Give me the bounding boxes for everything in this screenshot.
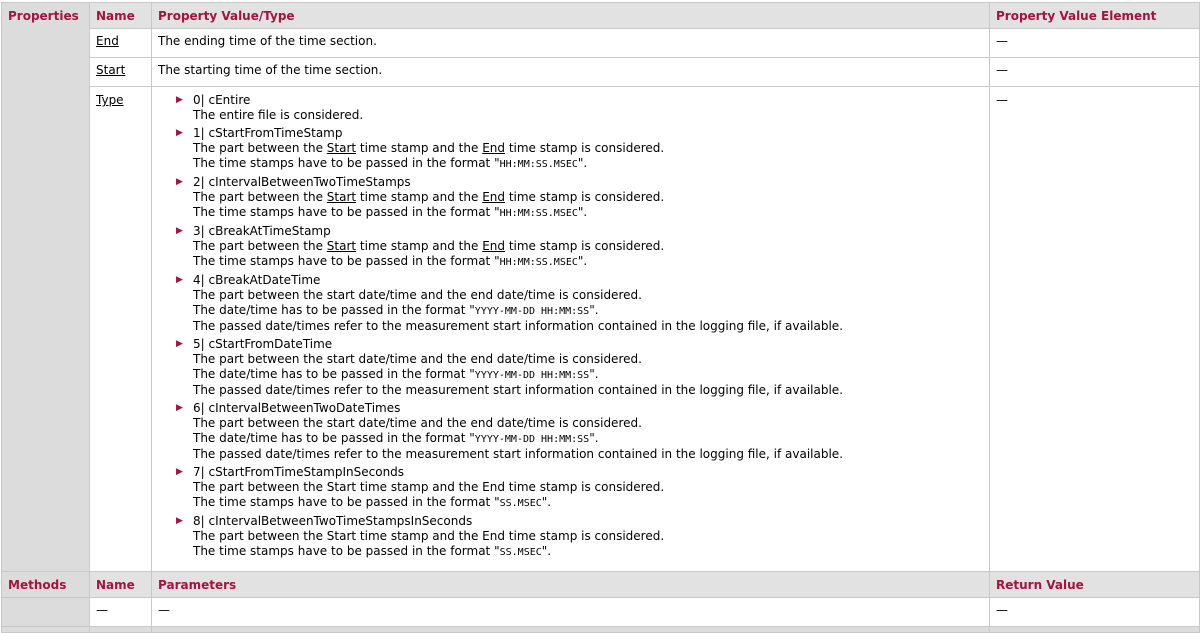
description-text: time stamp and the [356, 239, 483, 253]
description-text: The passed date/times refer to the measurement start information contained in the logging file, if available. [193, 319, 844, 333]
property-row-start [2, 58, 1200, 87]
property-link-start[interactable]: Start [96, 63, 126, 77]
type-options-cell [152, 87, 990, 572]
type-option-title: 2| cIntervalBetweenTwoTimeStamps [193, 175, 411, 189]
type-option-description [193, 205, 983, 221]
type-option-description [193, 303, 983, 319]
header-property-value-type: Property Value/Type [152, 3, 990, 29]
property-link-type[interactable]: Type [96, 93, 124, 107]
type-option-title: 0| cEntire [193, 93, 251, 107]
property-row-end [2, 29, 1200, 58]
property-element: — [990, 29, 1200, 58]
start-link[interactable]: Start [326, 190, 357, 204]
property-row-type [2, 87, 1200, 572]
format-code: HH:MM:SS.MSEC [499, 208, 578, 219]
type-option-description [193, 319, 983, 334]
type-option-title: 3| cBreakAtTimeStamp [193, 224, 331, 238]
property-link-end[interactable]: End [96, 34, 119, 48]
type-option-item [176, 126, 983, 172]
description-text: The date/time has to be passed in the format " [193, 303, 475, 317]
end-link[interactable]: End [482, 239, 505, 253]
type-option-description [193, 495, 983, 511]
type-option-description [193, 447, 983, 462]
description-text: The part between the Start time stamp and the End time stamp is considered. [193, 480, 665, 494]
description-text: ". [577, 156, 588, 170]
property-method-table [1, 2, 1200, 633]
description-text: The part between the [193, 141, 327, 155]
type-option-title: 4| cBreakAtDateTime [193, 273, 321, 287]
type-option-item [176, 273, 983, 334]
triangle-right-icon: ▶ [176, 128, 183, 138]
type-option-title: 5| cStartFromDateTime [193, 337, 333, 351]
properties-header-row [2, 3, 1200, 29]
type-option-item [176, 93, 983, 123]
property-element: — [990, 58, 1200, 87]
description-text: ". [541, 495, 552, 509]
triangle-right-icon: ▶ [176, 95, 183, 105]
triangle-right-icon: ▶ [176, 226, 183, 236]
format-code: YYYY-MM-DD HH:MM:SS [474, 306, 590, 317]
type-option-description [193, 544, 983, 560]
type-option-description [193, 108, 983, 123]
format-code: SS.MSEC [499, 547, 542, 558]
type-option-item [176, 337, 983, 398]
description-text: The date/time has to be passed in the format " [193, 367, 475, 381]
methods-header-return-value: Return Value [990, 572, 1200, 598]
description-text: ". [577, 205, 588, 219]
description-text: ". [577, 254, 588, 268]
type-option-description [193, 431, 983, 447]
description-text: The passed date/times refer to the measurement start information contained in the logging file, if available. [193, 383, 844, 397]
type-option-title: 1| cStartFromTimeStamp [193, 126, 343, 140]
type-options-list [158, 93, 983, 560]
description-text: ". [589, 367, 599, 381]
description-text: time stamp is considered. [505, 239, 665, 253]
format-code: YYYY-MM-DD HH:MM:SS [474, 370, 590, 381]
format-code: YYYY-MM-DD HH:MM:SS [474, 434, 590, 445]
method-return-value: — [990, 598, 1200, 627]
methods-header-parameters: Parameters [152, 572, 990, 598]
type-option-title: 7| cStartFromTimeStampInSeconds [193, 465, 405, 479]
property-value: The ending time of the time section. [152, 29, 990, 58]
properties-section-label [2, 3, 90, 572]
description-text: The time stamps have to be passed in the format " [193, 205, 500, 219]
type-option-description [193, 239, 983, 254]
description-text: The part between the start date/time and the end date/time is considered. [193, 352, 642, 366]
description-text: The part between the start date/time and the end date/time is considered. [193, 416, 642, 430]
type-option-description [193, 190, 983, 205]
description-text: The time stamps have to be passed in the format " [193, 544, 500, 558]
format-code: HH:MM:SS.MSEC [499, 159, 578, 170]
methods-header-name: Name [90, 572, 152, 598]
type-option-item [176, 514, 983, 560]
type-option-item [176, 175, 983, 221]
description-text: The time stamps have to be passed in the format " [193, 495, 500, 509]
header-name: Name [90, 3, 152, 29]
format-code: HH:MM:SS.MSEC [499, 257, 578, 268]
type-option-description [193, 254, 983, 270]
table-bottom-strip [2, 627, 1200, 633]
bottom-strip-cell [990, 627, 1200, 633]
description-text: The part between the [193, 190, 327, 204]
description-text: The part between the start date/time and the end date/time is considered. [193, 288, 642, 302]
description-text: The part between the Start time stamp and the End time stamp is considered. [193, 529, 665, 543]
description-text: The time stamps have to be passed in the format " [193, 254, 500, 268]
start-link[interactable]: Start [326, 141, 357, 155]
triangle-right-icon: ▶ [176, 467, 183, 477]
type-option-description [193, 480, 983, 495]
end-link[interactable]: End [482, 190, 505, 204]
properties-label-text: Properties [8, 9, 79, 23]
type-option-description [193, 288, 983, 303]
description-text: The part between the [193, 239, 327, 253]
method-row [2, 598, 1200, 627]
end-link[interactable]: End [482, 141, 505, 155]
methods-header-row [2, 572, 1200, 598]
description-text: ". [589, 303, 599, 317]
methods-section-label: Methods [2, 572, 90, 598]
property-value: The starting time of the time section. [152, 58, 990, 87]
type-option-description [193, 156, 983, 172]
triangle-right-icon: ▶ [176, 516, 183, 526]
type-option-title: 8| cIntervalBetweenTwoTimeStampsInSeconds [193, 514, 473, 528]
method-name: — [90, 598, 152, 627]
type-option-item [176, 465, 983, 511]
type-option-description [193, 367, 983, 383]
type-option-description [193, 141, 983, 156]
description-text: time stamp is considered. [505, 190, 665, 204]
triangle-right-icon: ▶ [176, 177, 183, 187]
description-text: time stamp and the [356, 190, 483, 204]
description-text: time stamp and the [356, 141, 483, 155]
bottom-strip-cell [2, 627, 90, 633]
type-option-title: 6| cIntervalBetweenTwoDateTimes [193, 401, 401, 415]
description-text: ". [541, 544, 552, 558]
type-option-description [193, 383, 983, 398]
start-link[interactable]: Start [326, 239, 357, 253]
bottom-strip-cell [90, 627, 152, 633]
header-property-value-element: Property Value Element [990, 3, 1200, 29]
method-parameters: — [152, 598, 990, 627]
description-text: The entire file is considered. [193, 108, 364, 122]
description-text: The passed date/times refer to the measurement start information contained in the logging file, if available. [193, 447, 844, 461]
type-option-description [193, 529, 983, 544]
triangle-right-icon: ▶ [176, 403, 183, 413]
triangle-right-icon: ▶ [176, 339, 183, 349]
property-element: — [990, 87, 1200, 572]
bottom-strip-cell [152, 627, 990, 633]
description-text: The time stamps have to be passed in the format " [193, 156, 500, 170]
description-text: time stamp is considered. [505, 141, 665, 155]
format-code: SS.MSEC [499, 498, 542, 509]
triangle-right-icon: ▶ [176, 275, 183, 285]
methods-side-cell [2, 598, 90, 627]
type-option-description [193, 416, 983, 431]
description-text: ". [589, 431, 599, 445]
type-option-item [176, 401, 983, 462]
description-text: The date/time has to be passed in the format " [193, 431, 475, 445]
type-option-item [176, 224, 983, 270]
type-option-description [193, 352, 983, 367]
